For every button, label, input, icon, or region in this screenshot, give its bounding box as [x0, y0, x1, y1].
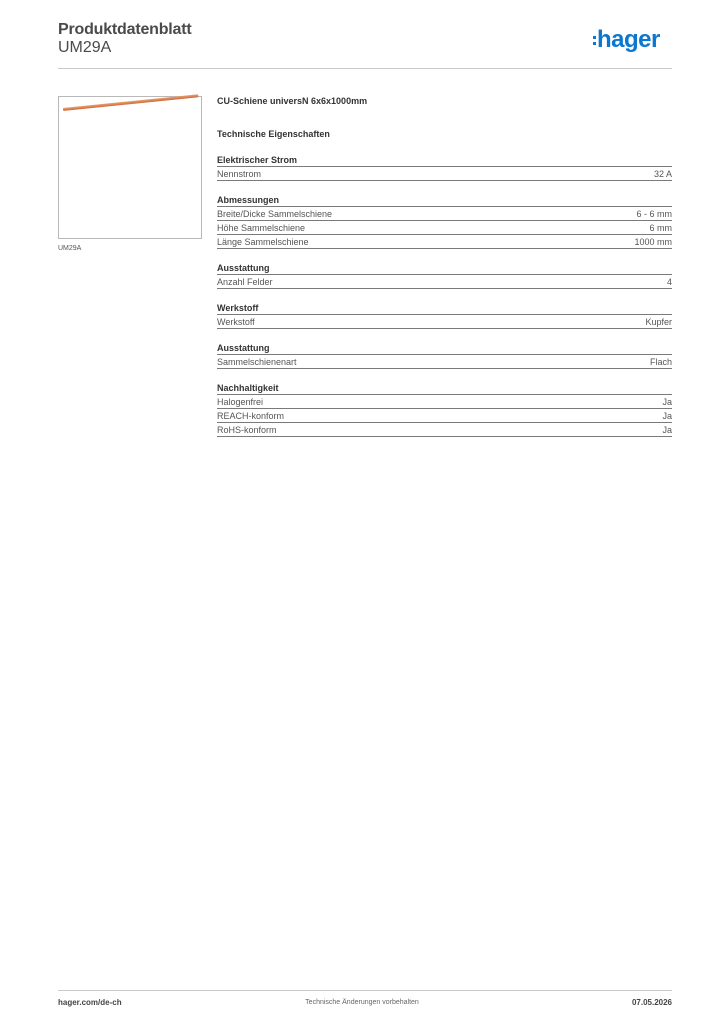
- property-label: Sammelschienenart: [217, 357, 297, 367]
- product-code: UM29A: [58, 39, 112, 56]
- section-title: Werkstoff: [217, 303, 672, 315]
- section-title: Nachhaltigkeit: [217, 383, 672, 395]
- copper-rail-image: [63, 94, 199, 111]
- section-abmessungen: [217, 195, 672, 249]
- property-label: Breite/Dicke Sammelschiene: [217, 209, 333, 219]
- property-label: Nennstrom: [217, 169, 262, 179]
- property-value: Ja: [662, 411, 672, 421]
- property-label: REACH-konform: [217, 411, 285, 421]
- header-divider: [58, 68, 672, 69]
- property-label: Anzahl Felder: [217, 277, 273, 287]
- section-title: Ausstattung: [217, 263, 672, 275]
- property-row: [217, 355, 672, 369]
- property-row: [217, 275, 672, 289]
- property-label: RoHS-konform: [217, 425, 277, 435]
- property-value: Ja: [662, 425, 672, 435]
- section-werkstoff: [217, 303, 672, 329]
- property-value: Ja: [662, 397, 672, 407]
- section-title: Elektrischer Strom: [217, 155, 672, 167]
- property-row: [217, 235, 672, 249]
- section-title: Ausstattung: [217, 343, 672, 355]
- property-value: Flach: [649, 357, 672, 367]
- property-label: Halogenfrei: [217, 397, 264, 407]
- section-elektrischer-strom: [217, 155, 672, 181]
- property-row: [217, 409, 672, 423]
- footer-website-link[interactable]: hager.com/de-ch: [58, 998, 122, 1007]
- product-title: CU-Schiene universN 6x6x1000mm: [217, 96, 368, 106]
- property-row: [217, 315, 672, 329]
- footer-date: 07.05.2026: [631, 998, 672, 1007]
- logo-text: hager: [597, 26, 660, 53]
- hager-logo: [593, 28, 660, 52]
- property-label: Länge Sammelschiene: [217, 237, 309, 247]
- section-title: Abmessungen: [217, 195, 672, 207]
- property-value: 32 A: [653, 169, 672, 179]
- property-row: [217, 207, 672, 221]
- product-details: [217, 96, 672, 437]
- property-value: 4: [666, 277, 672, 287]
- property-row: [217, 395, 672, 409]
- property-row: [217, 167, 672, 181]
- section-ausstattung: [217, 263, 672, 289]
- logo-dots-icon: [593, 33, 596, 48]
- property-label: Werkstoff: [217, 317, 255, 327]
- property-row: [217, 221, 672, 235]
- property-value: 1000 mm: [634, 237, 672, 247]
- footer-disclaimer: Technische Änderungen vorbehalten: [305, 999, 419, 1006]
- property-label: Höhe Sammelschiene: [217, 223, 306, 233]
- page-title: Produktdatenblatt: [58, 21, 192, 38]
- property-value: 6 - 6 mm: [636, 209, 672, 219]
- product-image: [58, 96, 202, 239]
- footer-divider: [58, 990, 672, 991]
- property-row: [217, 423, 672, 437]
- section-ausstattung-2: [217, 343, 672, 369]
- property-value: 6 mm: [649, 223, 672, 233]
- section-nachhaltigkeit: [217, 383, 672, 437]
- image-caption: UM29A: [58, 245, 82, 252]
- property-value: Kupfer: [645, 317, 672, 327]
- properties-heading: Technische Eigenschaften: [217, 129, 330, 139]
